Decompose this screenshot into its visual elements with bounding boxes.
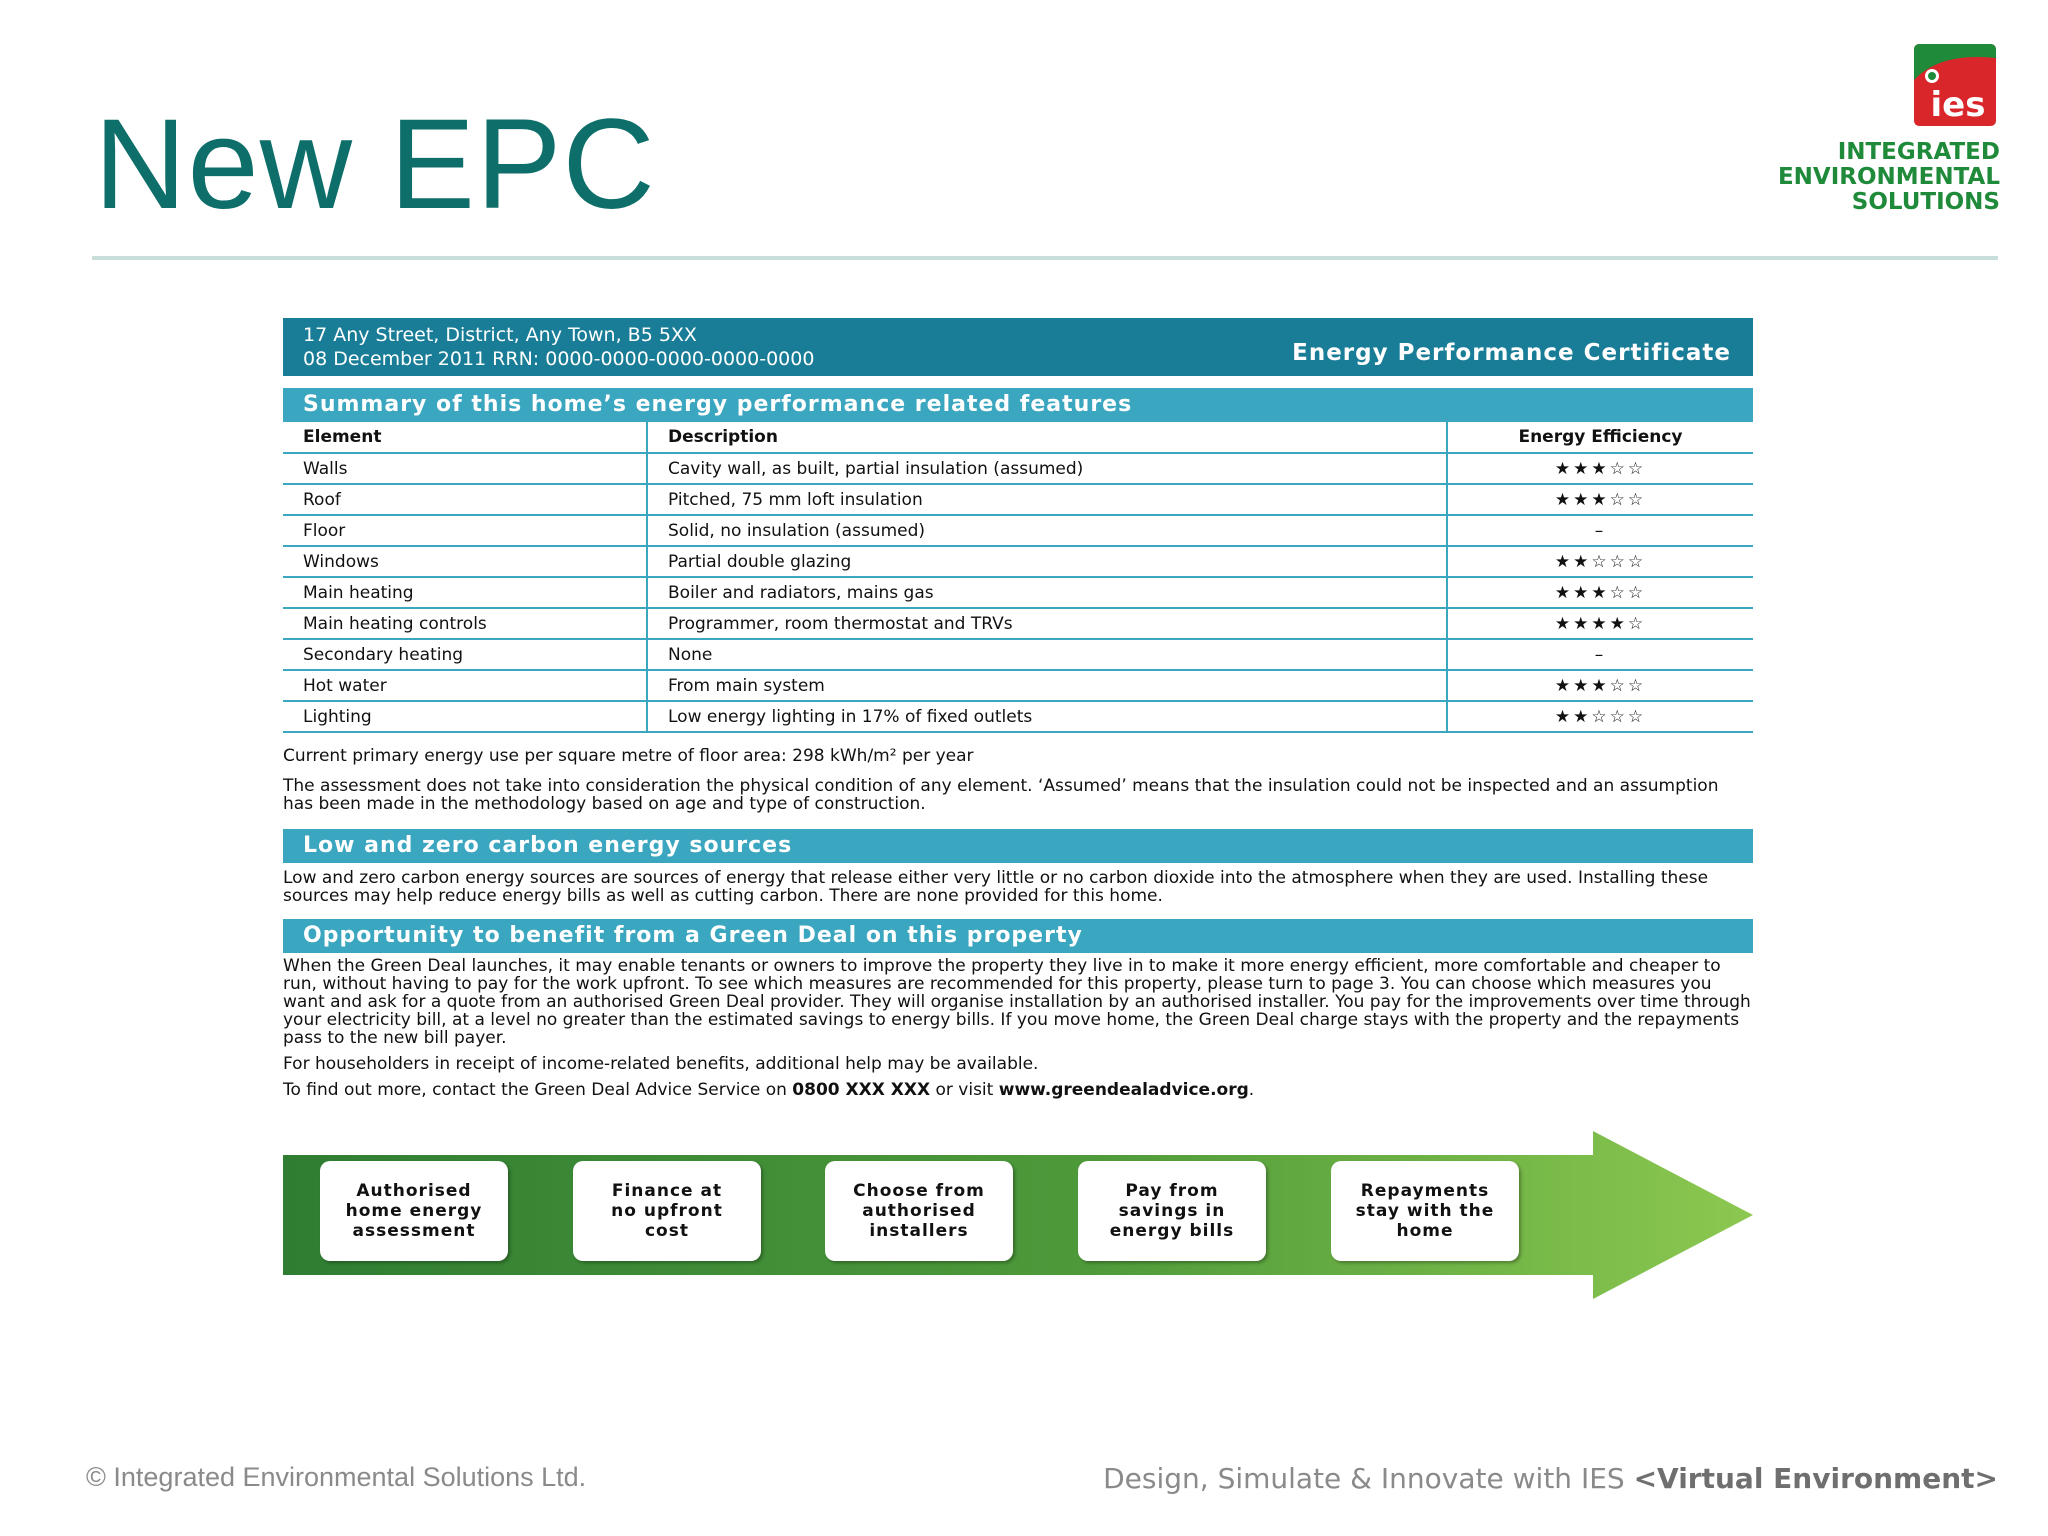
logo-line: INTEGRATED: [1837, 139, 2000, 165]
column-header-element: Element: [283, 422, 647, 453]
star-rating: ★★★☆☆: [1447, 453, 1753, 484]
star-rating: ★★☆☆☆: [1447, 546, 1753, 577]
advice-website-link[interactable]: www.greendealadvice.org: [998, 1080, 1249, 1100]
description-cell: Solid, no insulation (assumed): [647, 515, 1447, 546]
element-cell: Roof: [283, 484, 647, 515]
low-zero-carbon-text: Low and zero carbon energy sources are sources of energy that release either very little or no carbon dioxide into the atmosphere when they are used. Installing these sources may help reduce energy bills as well as cutting carbon. There are none provided for this home.: [283, 868, 1709, 906]
column-header-efficiency: Energy Efficiency: [1447, 422, 1753, 453]
property-address: [303, 323, 814, 371]
green-deal-heading: Opportunity to benefit from a Green Deal on this property: [283, 919, 1753, 953]
step-card: Pay from savings in energy bills: [1078, 1161, 1266, 1261]
description-cell: Cavity wall, as built, partial insulation (assumed): [647, 453, 1447, 484]
tagline-text: Design, Simulate & Innovate with IES: [1103, 1462, 1634, 1495]
element-cell: Floor: [283, 515, 647, 546]
table-row: [283, 484, 1753, 515]
description-cell: Pitched, 75 mm loft insulation: [647, 484, 1447, 515]
step-card: Finance at no upfront cost: [573, 1161, 761, 1261]
certificate-title: Energy Performance Certificate: [1292, 340, 1731, 366]
date-rrn-line: 08 December 2011 RRN: 0000-0000-0000-0000-0000: [303, 348, 815, 370]
step-card: Repayments stay with the home: [1331, 1161, 1519, 1261]
step-card: Authorised home energy assessment: [320, 1161, 508, 1261]
table-row: [283, 577, 1753, 608]
element-cell: Hot water: [283, 670, 647, 701]
low-zero-carbon-heading: Low and zero carbon energy sources: [283, 829, 1753, 863]
description-cell: Programmer, room thermostat and TRVs: [647, 608, 1447, 639]
ies-logo: [1777, 40, 2000, 220]
green-deal-contact: [283, 1081, 1753, 1099]
table-row: [283, 639, 1753, 670]
star-rating: –: [1447, 515, 1753, 546]
ies-logo-mark-icon: [1910, 40, 2000, 130]
star-rating: ★★☆☆☆: [1447, 701, 1753, 732]
table-row: [283, 608, 1753, 639]
contact-text: or visit: [930, 1080, 999, 1100]
tagline-product: <Virtual Environment>: [1633, 1462, 1998, 1495]
star-rating: ★★★☆☆: [1447, 577, 1753, 608]
element-cell: Main heating controls: [283, 608, 647, 639]
description-cell: Boiler and radiators, mains gas: [647, 577, 1447, 608]
green-deal-process-arrow: [283, 1131, 1753, 1301]
element-cell: Windows: [283, 546, 647, 577]
star-rating: ★★★★☆: [1447, 608, 1753, 639]
epc-header: [283, 318, 1753, 376]
logo-line: SOLUTIONS: [1851, 189, 2000, 215]
element-cell: Main heating: [283, 577, 647, 608]
green-deal-text: When the Green Deal launches, it may enable tenants or owners to improve the property they live in to make it more energy efficient, more comfortable and cheaper to run, without having to pay for the work upfront. To see which measures are recommended for this property, please turn to page 3. You can choose which measures you want and ask for a quote from an authorised Green Deal provider. They will organise installation by an authorised installer. You pay for the improvements over time through your electricity bill, at a level no greater than the estimated savings to energy bills. If you move home, the Green Deal charge stays with the property and the repayments pass to the new bill payer.: [283, 956, 1751, 1048]
table-row: [283, 515, 1753, 546]
logo-wordmark: [1778, 140, 2000, 215]
features-table: [283, 422, 1753, 733]
address-line: 17 Any Street, District, Any Town, B5 5XX: [303, 324, 697, 346]
primary-energy-use: Current primary energy use per square metre of floor area: 298 kWh/m² per year: [283, 746, 974, 766]
tagline-footer: [1103, 1462, 1998, 1495]
element-cell: Lighting: [283, 701, 647, 732]
description-cell: From main system: [647, 670, 1447, 701]
slide-title: New EPC: [94, 93, 656, 236]
column-header-description: Description: [647, 422, 1447, 453]
epc-document: [283, 318, 1753, 1301]
description-cell: Partial double glazing: [647, 546, 1447, 577]
assessment-note: The assessment does not take into consideration the physical condition of any element. ‘Assumed’ means that the insulation could not be inspected and an assumption has been made in the methodology based on age and type of construction.: [283, 776, 1719, 814]
logo-mark-text: ies: [1930, 85, 1986, 125]
table-row: [283, 546, 1753, 577]
contact-text: .: [1248, 1080, 1255, 1100]
description-cell: None: [647, 639, 1447, 670]
green-deal-benefits: For householders in receipt of income-related benefits, additional help may be available.: [283, 1054, 1039, 1074]
table-row: [283, 670, 1753, 701]
star-rating: ★★★☆☆: [1447, 484, 1753, 515]
contact-text: To find out more, contact the Green Deal Advice Service on: [283, 1080, 793, 1100]
description-cell: Low energy lighting in 17% of fixed outlets: [647, 701, 1447, 732]
table-header-row: [283, 422, 1753, 453]
summary-heading: Summary of this home’s energy performance related features: [283, 388, 1753, 422]
element-cell: Walls: [283, 453, 647, 484]
table-row: [283, 701, 1753, 732]
star-rating: ★★★☆☆: [1447, 670, 1753, 701]
step-card: Choose from authorised installers: [825, 1161, 1013, 1261]
table-row: [283, 453, 1753, 484]
copyright-footer: © Integrated Environmental Solutions Ltd.: [86, 1462, 587, 1492]
logo-line: ENVIRONMENTAL: [1777, 164, 2000, 190]
advice-phone: 0800 XXX XXX: [792, 1080, 931, 1100]
title-divider: [92, 256, 1998, 260]
element-cell: Secondary heating: [283, 639, 647, 670]
star-rating: –: [1447, 639, 1753, 670]
